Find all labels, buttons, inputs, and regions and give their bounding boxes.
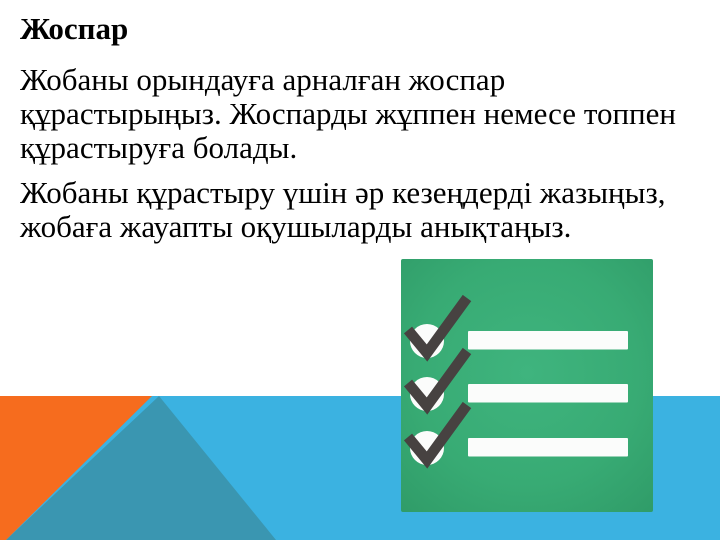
paragraph-line: құрастыруға болады. [20, 130, 298, 165]
body-paragraph-2 [20, 176, 665, 244]
checklist-image [401, 259, 653, 512]
paragraph-line: Жобаны орындауға арналған жоспар [20, 62, 506, 97]
blank-list-line [468, 384, 628, 403]
blank-list-line [468, 438, 628, 457]
body-paragraph-1 [20, 63, 676, 165]
paragraph-line: Жобаны құрастыру үшін әр кезеңдерді жазыңыз, [20, 175, 666, 210]
paragraph-line: жобаға жауапты оқушыларды анықтаңыз. [20, 209, 572, 244]
paragraph-line: құрастырыңыз. Жоспарды жұппен немесе топпен [20, 96, 676, 131]
slide-title: Жоспар [20, 11, 129, 46]
blank-list-line [468, 331, 628, 350]
